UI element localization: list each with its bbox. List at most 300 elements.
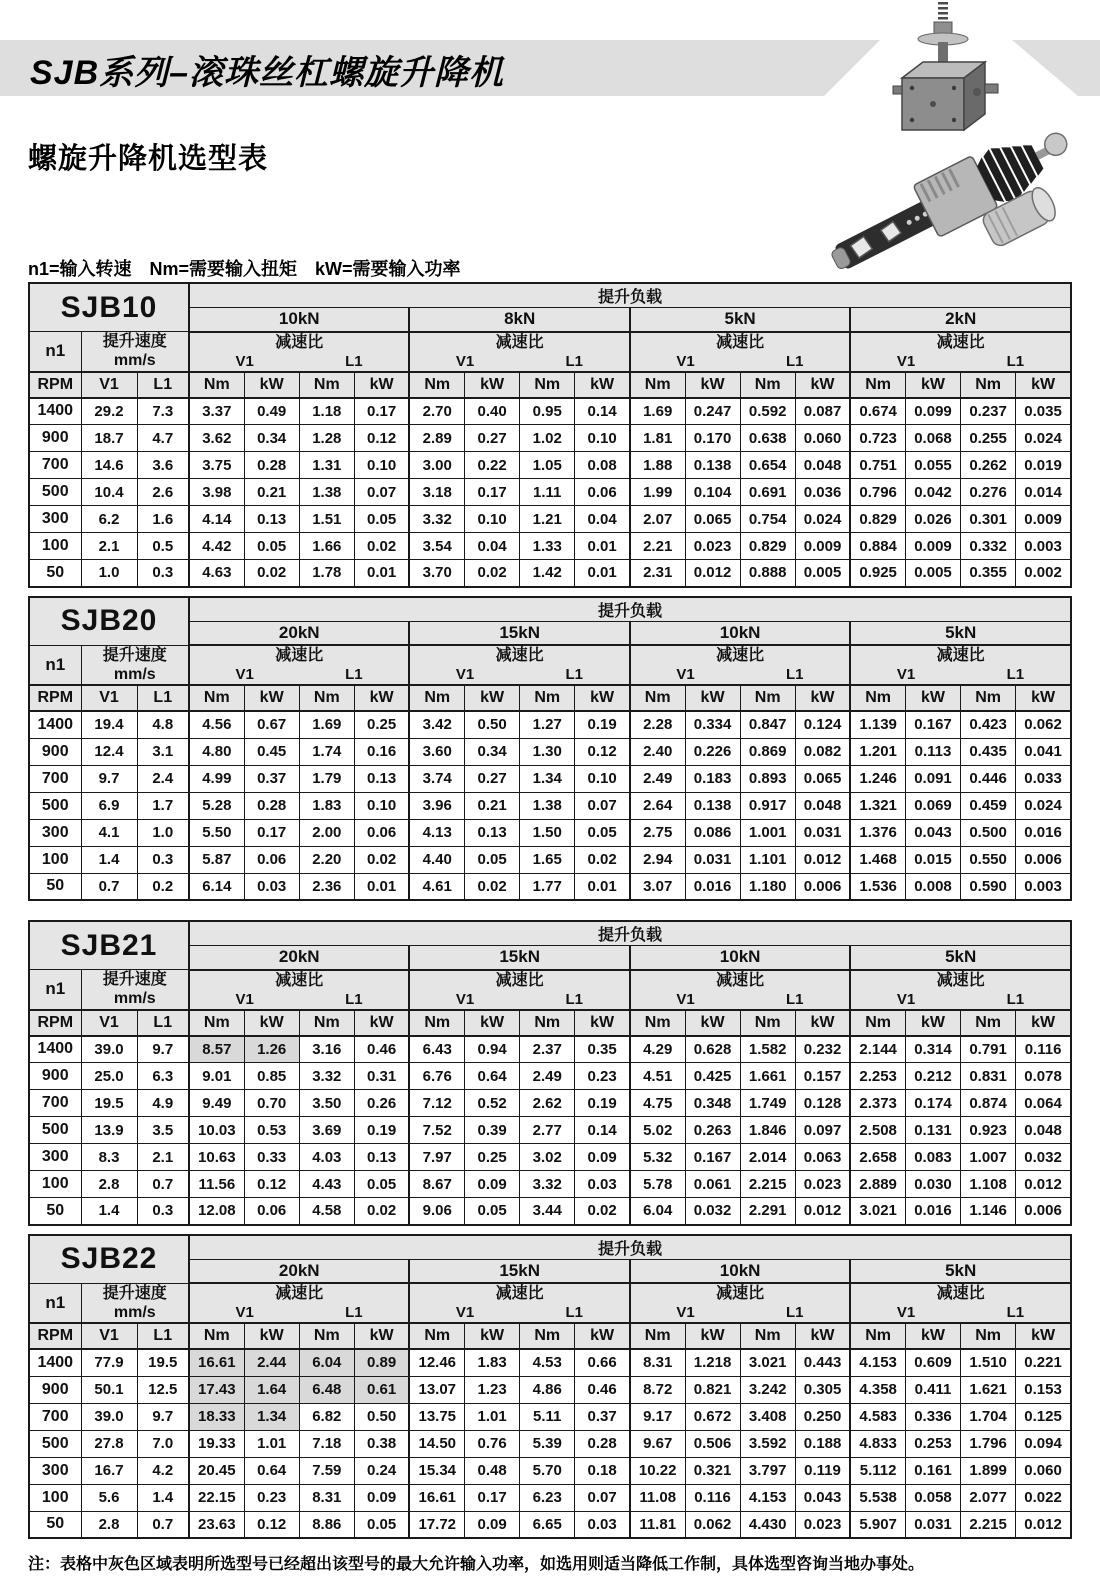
table-row xyxy=(29,1484,1071,1511)
value-cell: 0.043 xyxy=(795,1484,850,1511)
value-cell: 0.17 xyxy=(354,398,409,425)
value-cell: 5.02 xyxy=(630,1117,685,1144)
value-cell: 0.125 xyxy=(1016,1403,1071,1430)
value-cell: 0.628 xyxy=(685,1036,740,1063)
load-cell: 5kN xyxy=(850,621,1071,645)
value-cell: 0.138 xyxy=(685,792,740,819)
value-cell: 0.170 xyxy=(685,425,740,452)
value-cell: 0.006 xyxy=(1016,846,1071,873)
value-cell: 1.201 xyxy=(850,738,905,765)
nm-header-cell: Nm xyxy=(961,372,1016,398)
value-cell: 1.74 xyxy=(299,738,354,765)
value-cell: 0.003 xyxy=(1016,873,1071,900)
value-cell: 0.082 xyxy=(795,738,850,765)
rpm-cell: 1400 xyxy=(29,1036,81,1063)
value-cell: 0.043 xyxy=(905,819,960,846)
value-cell: 0.16 xyxy=(354,738,409,765)
load-cell: 5kN xyxy=(850,946,1071,970)
value-cell: 0.006 xyxy=(1016,1198,1071,1225)
value-cell: 6.23 xyxy=(520,1484,575,1511)
value-cell: 0.063 xyxy=(795,1144,850,1171)
selection-table-SJB20 xyxy=(28,596,1072,902)
nm-header-cell: Nm xyxy=(630,1323,685,1349)
value-cell: 2.014 xyxy=(740,1144,795,1171)
value-cell: 0.61 xyxy=(354,1376,409,1403)
value-cell: 11.81 xyxy=(630,1511,685,1538)
value-cell: 13.75 xyxy=(409,1403,464,1430)
kw-header-cell: kW xyxy=(465,1010,520,1036)
speed-l1-cell: 4.9 xyxy=(137,1090,189,1117)
value-cell: 0.17 xyxy=(244,819,299,846)
value-cell: 4.833 xyxy=(850,1430,905,1457)
value-cell: 0.01 xyxy=(575,560,630,587)
value-cell: 0.033 xyxy=(1016,765,1071,792)
value-cell: 0.638 xyxy=(740,425,795,452)
rpm-cell: 700 xyxy=(29,1403,81,1430)
nm-header-cell: Nm xyxy=(740,1323,795,1349)
value-cell: 1.51 xyxy=(299,506,354,533)
speed-header-cell: 提升速度 mm/s xyxy=(81,1283,189,1323)
value-cell: 5.78 xyxy=(630,1171,685,1198)
value-cell: 3.02 xyxy=(520,1144,575,1171)
value-cell: 0.006 xyxy=(795,873,850,900)
value-cell: 2.31 xyxy=(630,560,685,587)
value-cell: 0.02 xyxy=(465,873,520,900)
value-cell: 0.46 xyxy=(575,1376,630,1403)
nm-header-cell: Nm xyxy=(961,685,1016,711)
value-cell: 17.43 xyxy=(189,1376,244,1403)
value-cell: 3.16 xyxy=(299,1036,354,1063)
speed-l1-cell: 4.7 xyxy=(137,425,189,452)
rpm-cell: 50 xyxy=(29,560,81,587)
value-cell: 0.02 xyxy=(465,560,520,587)
value-cell: 0.048 xyxy=(795,792,850,819)
value-cell: 0.012 xyxy=(795,846,850,873)
value-cell: 3.592 xyxy=(740,1430,795,1457)
speed-v1-cell: 25.0 xyxy=(81,1063,137,1090)
table-row xyxy=(29,452,1071,479)
value-cell: 0.009 xyxy=(905,533,960,560)
kw-header-cell: kW xyxy=(795,1010,850,1036)
value-cell: 0.036 xyxy=(795,479,850,506)
n1-header-cell: n1 xyxy=(29,332,81,372)
value-cell: 1.108 xyxy=(961,1171,1016,1198)
nm-header-cell: Nm xyxy=(189,1323,244,1349)
value-cell: 0.19 xyxy=(354,1117,409,1144)
value-cell: 1.621 xyxy=(961,1376,1016,1403)
value-cell: 0.07 xyxy=(575,792,630,819)
value-cell: 0.94 xyxy=(465,1036,520,1063)
speed-l1-cell: 2.1 xyxy=(137,1144,189,1171)
value-cell: 3.54 xyxy=(409,533,464,560)
speed-v1-cell: 2.8 xyxy=(81,1171,137,1198)
table-row xyxy=(29,765,1071,792)
value-cell: 0.435 xyxy=(961,738,1016,765)
value-cell: 0.030 xyxy=(905,1171,960,1198)
value-cell: 0.086 xyxy=(685,819,740,846)
value-cell: 2.07 xyxy=(630,506,685,533)
value-cell: 0.097 xyxy=(795,1117,850,1144)
value-cell: 1.31 xyxy=(299,452,354,479)
value-cell: 0.058 xyxy=(905,1484,960,1511)
table-row xyxy=(29,1090,1071,1117)
value-cell: 1.749 xyxy=(740,1090,795,1117)
value-cell: 0.019 xyxy=(1016,452,1071,479)
value-cell: 4.56 xyxy=(189,711,244,738)
value-cell: 0.174 xyxy=(905,1090,960,1117)
value-cell: 0.02 xyxy=(575,846,630,873)
value-cell: 1.468 xyxy=(850,846,905,873)
value-cell: 0.094 xyxy=(1016,1430,1071,1457)
load-cell: 20kN xyxy=(189,621,409,645)
value-cell: 3.74 xyxy=(409,765,464,792)
value-cell: 0.012 xyxy=(795,1198,850,1225)
value-cell: 0.76 xyxy=(465,1430,520,1457)
value-cell: 7.52 xyxy=(409,1117,464,1144)
value-cell: 4.58 xyxy=(299,1198,354,1225)
nm-header-cell: Nm xyxy=(630,372,685,398)
value-cell: 0.28 xyxy=(244,452,299,479)
table-row xyxy=(29,1198,1071,1225)
value-cell: 2.373 xyxy=(850,1090,905,1117)
value-cell: 0.06 xyxy=(244,846,299,873)
value-cell: 0.10 xyxy=(465,506,520,533)
value-cell: 0.423 xyxy=(961,711,1016,738)
value-cell: 0.25 xyxy=(354,711,409,738)
value-cell: 0.301 xyxy=(961,506,1016,533)
value-cell: 0.031 xyxy=(795,819,850,846)
value-cell: 0.05 xyxy=(465,846,520,873)
speed-l1-cell: 6.3 xyxy=(137,1063,189,1090)
value-cell: 0.893 xyxy=(740,765,795,792)
value-cell: 1.34 xyxy=(520,765,575,792)
value-cell: 0.23 xyxy=(244,1484,299,1511)
speed-l1-cell: 1.6 xyxy=(137,506,189,533)
value-cell: 0.01 xyxy=(354,560,409,587)
value-cell: 0.124 xyxy=(795,711,850,738)
value-cell: 1.50 xyxy=(520,819,575,846)
nm-header-cell: Nm xyxy=(961,1010,1016,1036)
speed-l1-cell: 0.7 xyxy=(137,1171,189,1198)
value-cell: 0.85 xyxy=(244,1063,299,1090)
value-cell: 2.28 xyxy=(630,711,685,738)
table-row xyxy=(29,819,1071,846)
value-cell: 0.253 xyxy=(905,1430,960,1457)
ratio-header-cell: 减速比 V1 L1 xyxy=(409,970,629,1010)
value-cell: 1.28 xyxy=(299,425,354,452)
value-cell: 0.443 xyxy=(795,1349,850,1376)
load-header-cell: 提升负载 xyxy=(189,597,1071,622)
value-cell: 0.05 xyxy=(244,533,299,560)
value-cell: 1.69 xyxy=(299,711,354,738)
value-cell: 0.95 xyxy=(520,398,575,425)
selection-table-SJB21 xyxy=(28,920,1072,1226)
value-cell: 10.63 xyxy=(189,1144,244,1171)
value-cell: 0.53 xyxy=(244,1117,299,1144)
value-cell: 10.03 xyxy=(189,1117,244,1144)
value-cell: 5.87 xyxy=(189,846,244,873)
value-cell: 0.009 xyxy=(795,533,850,560)
nm-header-cell: Nm xyxy=(850,372,905,398)
value-cell: 4.14 xyxy=(189,506,244,533)
value-cell: 1.246 xyxy=(850,765,905,792)
table-row xyxy=(29,1036,1071,1063)
value-cell: 2.94 xyxy=(630,846,685,873)
value-cell: 6.43 xyxy=(409,1036,464,1063)
value-cell: 0.068 xyxy=(905,425,960,452)
table-row xyxy=(29,711,1071,738)
value-cell: 19.33 xyxy=(189,1430,244,1457)
ratio-header-cell: 减速比 V1 L1 xyxy=(850,645,1071,685)
value-cell: 0.09 xyxy=(465,1171,520,1198)
nm-header-cell: Nm xyxy=(189,372,244,398)
value-cell: 0.263 xyxy=(685,1117,740,1144)
screw-jack-icon xyxy=(822,0,1094,274)
value-cell: 0.05 xyxy=(354,1511,409,1538)
value-cell: 8.72 xyxy=(630,1376,685,1403)
value-cell: 1.11 xyxy=(520,479,575,506)
value-cell: 0.674 xyxy=(850,398,905,425)
rpm-cell: 700 xyxy=(29,765,81,792)
nm-header-cell: Nm xyxy=(740,1010,795,1036)
n1-header-cell: n1 xyxy=(29,1283,81,1323)
value-cell: 0.348 xyxy=(685,1090,740,1117)
value-cell: 0.07 xyxy=(575,1484,630,1511)
value-cell: 3.021 xyxy=(740,1349,795,1376)
nm-header-cell: Nm xyxy=(850,1010,905,1036)
load-cell: 10kN xyxy=(189,308,409,332)
value-cell: 0.119 xyxy=(795,1457,850,1484)
value-cell: 0.37 xyxy=(244,765,299,792)
value-cell: 0.03 xyxy=(575,1171,630,1198)
value-cell: 0.041 xyxy=(1016,738,1071,765)
value-cell: 5.538 xyxy=(850,1484,905,1511)
value-cell: 2.36 xyxy=(299,873,354,900)
value-cell: 0.014 xyxy=(1016,479,1071,506)
value-cell: 13.07 xyxy=(409,1376,464,1403)
speed-v1-cell: 50.1 xyxy=(81,1376,137,1403)
speed-v1-cell: 19.4 xyxy=(81,711,137,738)
value-cell: 0.13 xyxy=(465,819,520,846)
speed-v1-cell: 29.2 xyxy=(81,398,137,425)
value-cell: 0.02 xyxy=(354,1198,409,1225)
value-cell: 1.38 xyxy=(520,792,575,819)
value-cell: 0.34 xyxy=(244,425,299,452)
model-label: SJB20 xyxy=(29,597,189,646)
v1-header-cell: V1 xyxy=(81,685,137,711)
value-cell: 0.21 xyxy=(244,479,299,506)
value-cell: 0.332 xyxy=(961,533,1016,560)
nm-header-cell: Nm xyxy=(961,1323,1016,1349)
kw-header-cell: kW xyxy=(685,372,740,398)
value-cell: 0.221 xyxy=(1016,1349,1071,1376)
value-cell: 0.01 xyxy=(575,533,630,560)
rpm-cell: 500 xyxy=(29,1430,81,1457)
value-cell: 0.19 xyxy=(575,711,630,738)
value-cell: 0.17 xyxy=(465,1484,520,1511)
value-cell: 1.01 xyxy=(244,1430,299,1457)
kw-header-cell: kW xyxy=(1016,1323,1071,1349)
speed-l1-cell: 2.6 xyxy=(137,479,189,506)
ratio-header-cell: 减速比 V1 L1 xyxy=(850,970,1071,1010)
kw-header-cell: kW xyxy=(905,372,960,398)
kw-header-cell: kW xyxy=(354,685,409,711)
value-cell: 16.61 xyxy=(409,1484,464,1511)
value-cell: 0.446 xyxy=(961,765,1016,792)
kw-header-cell: kW xyxy=(354,1010,409,1036)
rpm-cell: 100 xyxy=(29,1484,81,1511)
nm-header-cell: Nm xyxy=(409,685,464,711)
v1-header-cell: V1 xyxy=(81,1010,137,1036)
table-row xyxy=(29,1063,1071,1090)
value-cell: 0.12 xyxy=(244,1171,299,1198)
value-cell: 15.34 xyxy=(409,1457,464,1484)
rpm-cell: 300 xyxy=(29,506,81,533)
speed-l1-cell: 1.0 xyxy=(137,819,189,846)
table-row xyxy=(29,533,1071,560)
load-header-cell: 提升负载 xyxy=(189,283,1071,308)
speed-v1-cell: 12.4 xyxy=(81,738,137,765)
ratio-header-cell: 减速比 V1 L1 xyxy=(850,1283,1071,1323)
rpm-cell: 100 xyxy=(29,846,81,873)
value-cell: 1.899 xyxy=(961,1457,1016,1484)
value-cell: 6.48 xyxy=(299,1376,354,1403)
value-cell: 0.821 xyxy=(685,1376,740,1403)
value-cell: 5.907 xyxy=(850,1511,905,1538)
section-title: 螺旋升降机选型表 xyxy=(28,143,269,175)
value-cell: 0.28 xyxy=(244,792,299,819)
nm-header-cell: Nm xyxy=(850,685,905,711)
kw-header-cell: kW xyxy=(795,685,850,711)
speed-l1-cell: 7.0 xyxy=(137,1430,189,1457)
value-cell: 2.215 xyxy=(961,1511,1016,1538)
value-cell: 5.50 xyxy=(189,819,244,846)
value-cell: 5.28 xyxy=(189,792,244,819)
value-cell: 0.09 xyxy=(465,1511,520,1538)
speed-v1-cell: 77.9 xyxy=(81,1349,137,1376)
speed-l1-cell: 1.4 xyxy=(137,1484,189,1511)
value-cell: 0.28 xyxy=(575,1430,630,1457)
value-cell: 0.237 xyxy=(961,398,1016,425)
rpm-cell: 900 xyxy=(29,1376,81,1403)
value-cell: 5.112 xyxy=(850,1457,905,1484)
value-cell: 0.048 xyxy=(1016,1117,1071,1144)
speed-v1-cell: 10.4 xyxy=(81,479,137,506)
value-cell: 4.03 xyxy=(299,1144,354,1171)
speed-l1-cell: 0.3 xyxy=(137,1198,189,1225)
value-cell: 3.07 xyxy=(630,873,685,900)
rpm-cell: 1400 xyxy=(29,711,81,738)
value-cell: 0.04 xyxy=(465,533,520,560)
load-cell: 20kN xyxy=(189,1259,409,1283)
kw-header-cell: kW xyxy=(905,1010,960,1036)
value-cell: 0.19 xyxy=(575,1090,630,1117)
rpm-cell: 500 xyxy=(29,792,81,819)
speed-l1-cell: 9.7 xyxy=(137,1403,189,1430)
value-cell: 1.42 xyxy=(520,560,575,587)
rpm-cell: 500 xyxy=(29,479,81,506)
value-cell: 4.53 xyxy=(520,1349,575,1376)
value-cell: 0.069 xyxy=(905,792,960,819)
value-cell: 2.75 xyxy=(630,819,685,846)
value-cell: 0.104 xyxy=(685,479,740,506)
table-row xyxy=(29,1457,1071,1484)
value-cell: 0.411 xyxy=(905,1376,960,1403)
nm-header-cell: Nm xyxy=(520,372,575,398)
speed-l1-cell: 2.4 xyxy=(137,765,189,792)
value-cell: 0.847 xyxy=(740,711,795,738)
value-cell: 2.37 xyxy=(520,1036,575,1063)
load-header-cell: 提升负载 xyxy=(189,921,1071,946)
value-cell: 1.77 xyxy=(520,873,575,900)
value-cell: 0.060 xyxy=(795,425,850,452)
table-row xyxy=(29,792,1071,819)
footnote: 注：表格中灰色区域表明所选型号已经超出该型号的最大允许输入功率，如选用则适当降低工作制，具体选型咨询当地办事处。 xyxy=(28,1556,925,1573)
value-cell: 0.27 xyxy=(465,425,520,452)
nm-header-cell: Nm xyxy=(520,1323,575,1349)
value-cell: 23.63 xyxy=(189,1511,244,1538)
kw-header-cell: kW xyxy=(354,1323,409,1349)
value-cell: 0.70 xyxy=(244,1090,299,1117)
value-cell: 5.39 xyxy=(520,1430,575,1457)
value-cell: 1.38 xyxy=(299,479,354,506)
value-cell: 1.321 xyxy=(850,792,905,819)
n1-header-cell: n1 xyxy=(29,645,81,685)
value-cell: 0.024 xyxy=(795,506,850,533)
value-cell: 0.116 xyxy=(1016,1036,1071,1063)
value-cell: 0.305 xyxy=(795,1376,850,1403)
kw-header-cell: kW xyxy=(1016,372,1071,398)
value-cell: 0.21 xyxy=(465,792,520,819)
kw-header-cell: kW xyxy=(354,372,409,398)
nm-header-cell: Nm xyxy=(409,372,464,398)
speed-l1-cell: 0.3 xyxy=(137,846,189,873)
value-cell: 0.04 xyxy=(575,506,630,533)
value-cell: 0.39 xyxy=(465,1117,520,1144)
value-cell: 0.40 xyxy=(465,398,520,425)
value-cell: 0.012 xyxy=(685,560,740,587)
value-cell: 0.02 xyxy=(575,1198,630,1225)
value-cell: 0.334 xyxy=(685,711,740,738)
speed-l1-cell: 9.7 xyxy=(137,1036,189,1063)
value-cell: 0.188 xyxy=(795,1430,850,1457)
kw-header-cell: kW xyxy=(465,372,520,398)
speed-v1-cell: 4.1 xyxy=(81,819,137,846)
ratio-header-cell: 减速比 V1 L1 xyxy=(189,1283,409,1323)
value-cell: 3.60 xyxy=(409,738,464,765)
value-cell: 0.022 xyxy=(1016,1484,1071,1511)
value-cell: 0.276 xyxy=(961,479,1016,506)
value-cell: 1.146 xyxy=(961,1198,1016,1225)
l1-header-cell: L1 xyxy=(137,372,189,398)
value-cell: 2.21 xyxy=(630,533,685,560)
value-cell: 0.791 xyxy=(961,1036,1016,1063)
value-cell: 3.32 xyxy=(409,506,464,533)
value-cell: 0.032 xyxy=(1016,1144,1071,1171)
value-cell: 17.72 xyxy=(409,1511,464,1538)
value-cell: 0.14 xyxy=(575,398,630,425)
value-cell: 0.314 xyxy=(905,1036,960,1063)
value-cell: 0.10 xyxy=(575,425,630,452)
speed-v1-cell: 2.8 xyxy=(81,1511,137,1538)
ratio-header-cell: 减速比 V1 L1 xyxy=(409,332,629,372)
value-cell: 0.12 xyxy=(575,738,630,765)
value-cell: 1.01 xyxy=(465,1403,520,1430)
value-cell: 0.25 xyxy=(465,1144,520,1171)
rpm-cell: 50 xyxy=(29,873,81,900)
value-cell: 0.35 xyxy=(575,1036,630,1063)
load-cell: 20kN xyxy=(189,946,409,970)
